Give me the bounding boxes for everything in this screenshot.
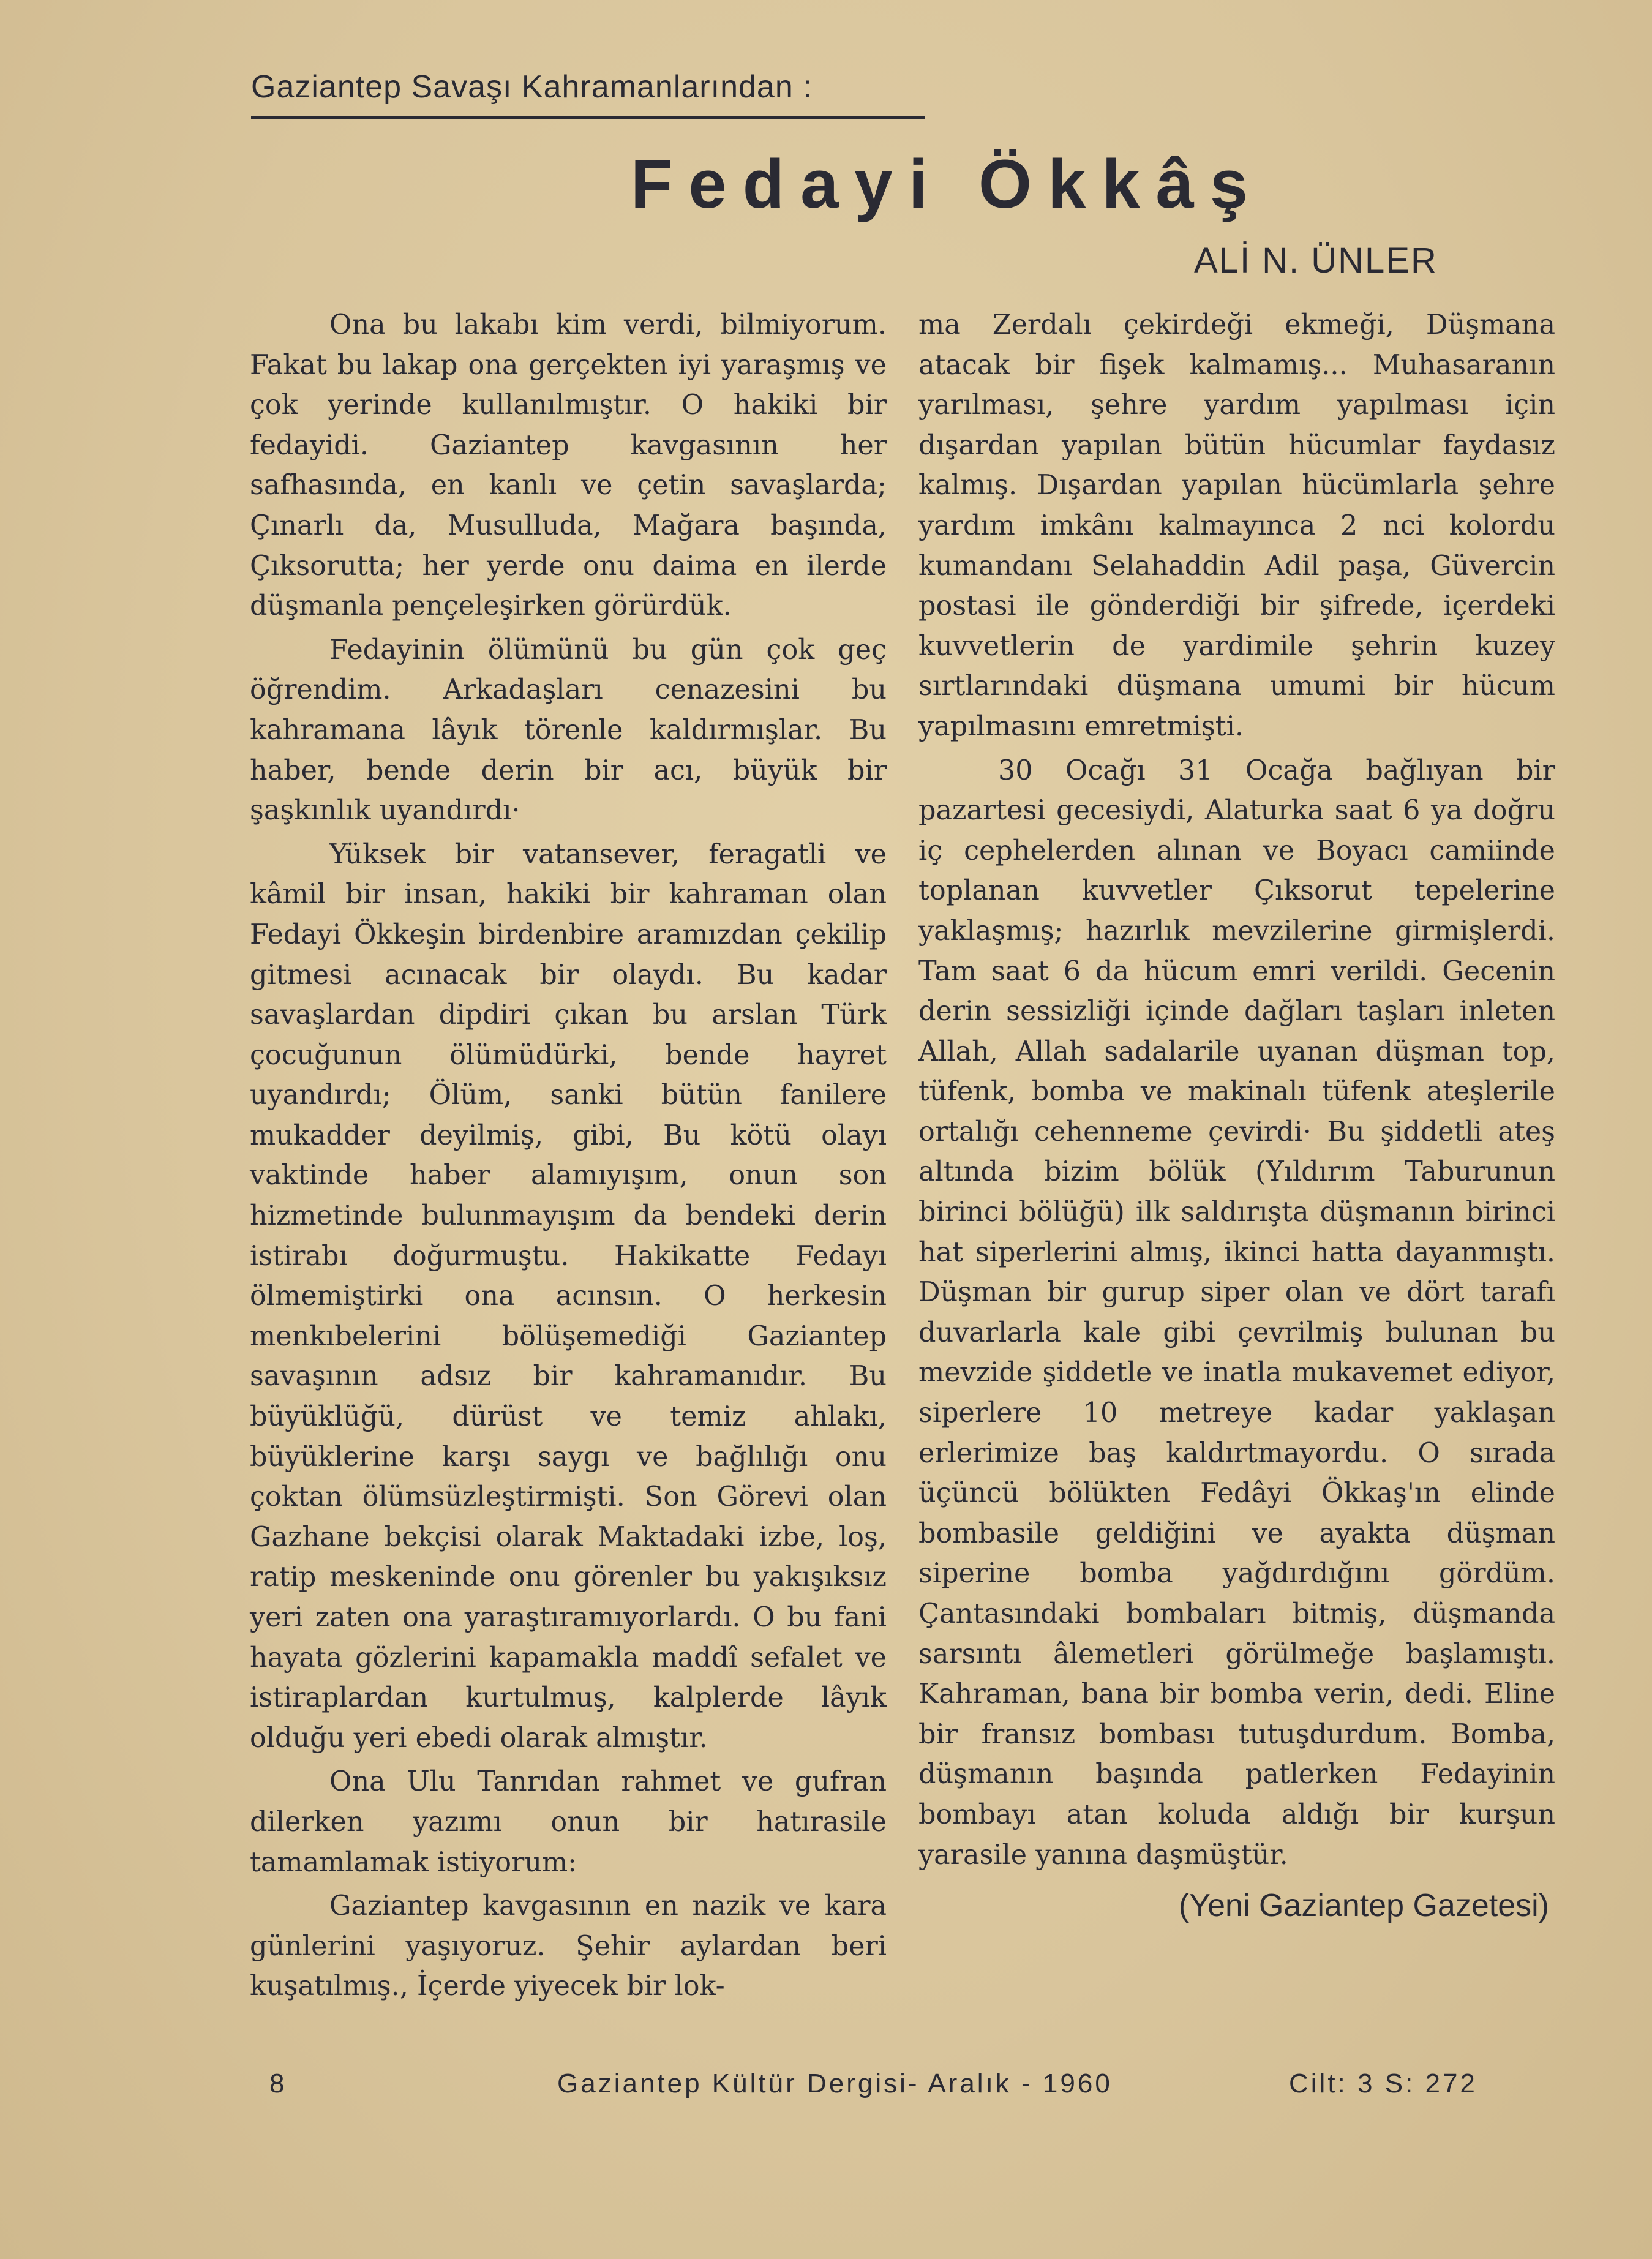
volume-issue: Cilt: 3 S: 272 [1289,2069,1477,2099]
header-rule [251,116,925,119]
left-column [250,305,887,2007]
paragraph: Fedayinin ölümünü bu gün çok geç öğrendim. Arkadaşları cenazesini bu kahramana lâyık törenle kaldırmışlar. Bu haber, bende derin bir acı, büyük bir şaşkınlık uyandırdı· [250,634,887,827]
paragraph: Yüksek bir vatansever, feragatli ve kâmil bir insan, hakiki bir kahraman olan Fedayi Ökkeşin birdenbire aramızdan çekilip gitmesi acınacak bir olaydı. Bu kadar savaşlardan dipdiri çıkan bu arslan Türk çocuğunun ölümüdürki, bende hayret uyandırdı; Ölüm, sanki bütün fanilere mukadder deyilmiş, gibi, Bu kötü olayı vaktinde haber alamıyışım, onun son hizmetinde bulunmayışım da bendeki derin istirabı doğurmuştu. Hakikatte Fedayı ölmemiştirki ona acınsın. O herkesin menkıbelerini bölüşemediği Gaziantep savaşının adsız bir kahramanıdır. Bu büyüklüğü, dürüst ve temiz ahlakı, büyüklerine karşı saygı ve bağlılığı onu çoktan ölümsüzleştirmişti. Son Görevi olan Gazhane bekçisi olarak Maktadaki izbe, loş, ratip meskeninde onu görenler bu yakışıksız yeri zaten ona yaraştıramıyorlardı. O bu fani hayata gözlerini kapamakla maddî sefalet ve istiraplardan kurtulmuş, kalplerde lâyık olduğu yeri ebedi olarak almıştır. [250,838,887,1754]
journal-name: Gaziantep Kültür Dergisi- Aralık - 1960 [557,2069,1113,2099]
right-column [918,305,1555,1926]
paragraph: Gaziantep kavgasının en nazik ve kara günlerini yaşıyoruz. Şehir aylardan beri kuşatılmış., İçerde yiyecek bir lok- [250,1890,887,2002]
paragraph: ma Zerdalı çekirdeği ekmeği, Düşmana atacak bir fişek kalmamış... Muhasaranın yarılması, şehre yardım yapılması için dışardan yapılan bütün hücumlar faydasız kalmış. Dışardan yapılan hücümlarla şehre yardım imkânı kalmayınca 2 nci kolordu kumandanı Selahaddin Adil paşa, Güvercin postasi ile gönderdiği bir şifrede, içerdeki kuvvetlerin de yardimile şehrin kuzey sırtlarındaki düşmana umumi bir hücum yapılmasını emretmişti. [918,309,1555,742]
paragraph: Ona bu lakabı kim verdi, bilmiyorum. Fakat bu lakap ona gerçekten iyi yaraşmış ve çok yerinde kullanılmıştır. O hakiki bir fedayidi. Gaziantep kavgasının her safhasında, en kanlı ve çetin savaşlarda; Çınarlı da, Musulluda, Mağara başında, Çıksorutta; her yerde onu daima en ilerde düşmanla pençeleşirken görürdük. [250,309,887,622]
paragraph: 30 Ocağı 31 Ocağa bağlıyan bir pazartesi gecesiydi, Alaturka saat 6 ya doğru iç cephelerden alınan ve Boyacı camiinde toplanan kuvvetler Çıksorut tepelerine yaklaşmış; hazırlık mevzilerine girmişlerdi. Tam saat 6 da hücum emri verildi. Gecenin derin sessizliği içinde dağları taşları inleten Allah, Allah sadalarile uyanan düşman top, tüfenk, bomba ve makinalı tüfenk ateşlerile ortalığı cehenneme çevirdi· Bu şiddetli ateş altında bizim bölük (Yıldırım Taburunun birinci bölüğü) ilk saldırışta düşmanın birinci hat siperlerini almış, ikinci hatta dayanmıştı. Düşman bir gurup siper olan ve dört tarafı duvarlarla kale gibi çevrilmiş bulunan bu mevzide şiddetle ve inatla mukavemet ediyor, siperlere 10 metreye kadar yaklaşan erlerimize baş kaldırtmayordu. O sırada üçüncü bölükten Fedâyi Ökkaş'ın elinde bombasile geldiğini ve ayakta düşman siperine bomba yağdırdığını gördüm. Çantasındaki bombaları bitmiş, düşmanda sarsıntı âlemetleri görülmeğe başlamıştı. Kahraman, bana bir bomba verin, dedi. Eline bir fransız bombası tutuşdurdum. Bomba, düşmanın başında patlerken Fedayinin bombayı atan koluda aldığı bir kurşun yarasile yanına daşmüştür. [918,754,1555,1871]
source-citation: (Yeni Gaziantep Gazetesi) [1178,1888,1549,1924]
author-name: ALİ N. ÜNLER [1194,241,1438,280]
series-title: Gaziantep Savaşı Kahramanlarından : [251,69,813,105]
page-number: 8 [269,2069,287,2099]
article-title: Fedayi Ökkâş [631,146,1264,222]
paragraph: Ona Ulu Tanrıdan rahmet ve gufran dilerken yazımı onun bir hatırasile tamamlamak istiyorum: [250,1766,887,1878]
